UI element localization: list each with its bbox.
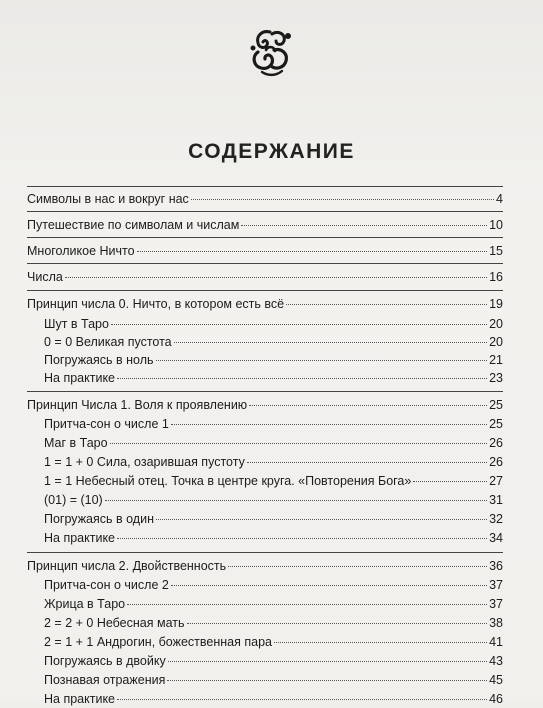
leader-dots xyxy=(249,405,487,406)
toc-entry-title: Познавая отражения xyxy=(44,673,166,687)
leader-dots xyxy=(110,443,488,444)
leader-dots xyxy=(171,424,487,425)
leader-dots xyxy=(117,538,487,539)
toc-entry-title: Притча-сон о числе 2 xyxy=(44,578,169,592)
leader-dots xyxy=(137,251,488,252)
toc-entry[interactable] xyxy=(27,295,503,313)
toc-entry-page: 31 xyxy=(489,493,503,507)
toc-entry-page: 34 xyxy=(489,531,503,545)
toc-entry-page: 46 xyxy=(489,692,503,706)
toc-entry-page: 41 xyxy=(489,635,503,649)
toc-entry-title: Принцип числа 0. Ничто, в котором есть всё xyxy=(27,297,285,311)
toc-subentry[interactable] xyxy=(44,671,503,689)
toc-entry-title: Притча-сон о числе 1 xyxy=(44,417,169,431)
toc-entry-title: На практике xyxy=(44,371,116,385)
toc-subentry[interactable] xyxy=(44,652,503,670)
toc-subentry[interactable] xyxy=(44,415,503,433)
toc-entry-page: 10 xyxy=(489,218,503,232)
toc-entry-title: Погружаясь в один xyxy=(44,512,154,526)
toc-entry-page: 37 xyxy=(489,578,503,592)
toc-subentry[interactable] xyxy=(44,510,503,528)
toc-entry-page: 26 xyxy=(489,436,503,450)
toc-entry-page: 23 xyxy=(489,371,503,385)
toc-entry-title: Маг в Таро xyxy=(44,436,108,450)
leader-dots xyxy=(105,500,487,501)
section-divider xyxy=(27,552,503,553)
toc-entry[interactable] xyxy=(27,242,503,260)
section-divider xyxy=(27,237,503,238)
toc-entry-title: Погружаясь в ноль xyxy=(44,353,154,367)
toc-entry-title: Погружаясь в двойку xyxy=(44,654,166,668)
leader-dots xyxy=(156,519,487,520)
leader-dots xyxy=(117,378,487,379)
toc-entry-page: 16 xyxy=(489,270,503,284)
leader-dots xyxy=(228,566,487,567)
toc-subentry[interactable] xyxy=(44,690,503,708)
toc-entry-page: 15 xyxy=(489,244,503,258)
toc-entry-page: 20 xyxy=(489,335,503,349)
leader-dots xyxy=(167,680,487,681)
toc-entry-title: Жрица в Таро xyxy=(44,597,126,611)
toc-subentry[interactable] xyxy=(44,315,503,333)
toc-entry-page: 21 xyxy=(489,353,503,367)
toc-entry-page: 26 xyxy=(489,455,503,469)
toc-entry[interactable] xyxy=(27,268,503,286)
toc-entry-page: 20 xyxy=(489,317,503,331)
toc-entry-page: 25 xyxy=(489,417,503,431)
leader-dots xyxy=(191,199,494,200)
toc-entry-title: (01) = (10) xyxy=(44,493,103,507)
leader-dots xyxy=(156,360,488,361)
leader-dots xyxy=(286,304,487,305)
leader-dots xyxy=(241,225,487,226)
leader-dots xyxy=(274,642,487,643)
toc-entry-page: 43 xyxy=(489,654,503,668)
toc-subentry[interactable] xyxy=(44,369,503,387)
toc-entry[interactable] xyxy=(27,190,503,208)
toc-subentry[interactable] xyxy=(44,453,503,471)
toc-entry-title: На практике xyxy=(44,692,116,706)
toc-entry-title: Числа xyxy=(27,270,63,284)
toc-entry-page: 36 xyxy=(489,559,503,573)
toc-entry-title: Путешествие по символам и числам xyxy=(27,218,240,232)
toc-entry-page: 4 xyxy=(496,192,503,206)
toc-subentry[interactable] xyxy=(44,614,503,632)
toc-entry-title: 1 = 1 + 0 Сила, озарившая пустоту xyxy=(44,455,245,469)
toc-entry-title: Принцип Числа 1. Воля к проявлению xyxy=(27,398,248,412)
section-divider xyxy=(27,186,503,187)
leader-dots xyxy=(111,324,487,325)
toc-entry-page: 27 xyxy=(489,474,503,488)
toc-subentry[interactable] xyxy=(44,472,503,490)
toc-subentry[interactable] xyxy=(44,633,503,651)
section-divider xyxy=(27,391,503,392)
toc-subentry[interactable] xyxy=(44,491,503,509)
toc-entry-title: Многоликое Ничто xyxy=(27,244,135,258)
toc-entry-page: 25 xyxy=(489,398,503,412)
toc-entry-page: 45 xyxy=(489,673,503,687)
toc-subentry[interactable] xyxy=(44,434,503,452)
toc-entry-title: 0 = 0 Великая пустота xyxy=(44,335,172,349)
toc-entry-title: Символы в нас и вокруг нас xyxy=(27,192,189,206)
page-title: СОДЕРЖАНИЕ xyxy=(188,140,355,163)
toc-subentry[interactable] xyxy=(44,529,503,547)
toc-entry[interactable] xyxy=(27,396,503,414)
leader-dots xyxy=(168,661,487,662)
section-divider xyxy=(27,211,503,212)
leader-dots xyxy=(174,342,487,343)
toc-entry-title: 2 = 2 + 0 Небесная мать xyxy=(44,616,185,630)
leader-dots xyxy=(247,462,487,463)
toc-subentry[interactable] xyxy=(44,576,503,594)
toc-entry-title: 2 = 1 + 1 Андрогин, божественная пара xyxy=(44,635,272,649)
toc-subentry[interactable] xyxy=(44,351,503,369)
toc-entry-page: 19 xyxy=(489,297,503,311)
toc-entry-title: На практике xyxy=(44,531,116,545)
toc-entry[interactable] xyxy=(27,216,503,234)
leader-dots xyxy=(65,277,487,278)
floral-ornament-icon xyxy=(244,26,296,78)
leader-dots xyxy=(413,481,487,482)
toc-entry-page: 32 xyxy=(489,512,503,526)
toc-entry-title: 1 = 1 Небесный отец. Точка в центре круга. «Повторения Бога» xyxy=(44,474,412,488)
leader-dots xyxy=(127,604,487,605)
toc-entry-title: Шут в Таро xyxy=(44,317,109,331)
section-divider xyxy=(27,290,503,291)
section-divider xyxy=(27,263,503,264)
leader-dots xyxy=(187,623,488,624)
toc-subentry[interactable] xyxy=(44,595,503,613)
toc-entry-page: 37 xyxy=(489,597,503,611)
toc-subentry[interactable] xyxy=(44,333,503,351)
toc-entry[interactable] xyxy=(27,557,503,575)
leader-dots xyxy=(171,585,487,586)
toc-entry-title: Принцип числа 2. Двойственность xyxy=(27,559,227,573)
toc-entry-page: 38 xyxy=(489,616,503,630)
